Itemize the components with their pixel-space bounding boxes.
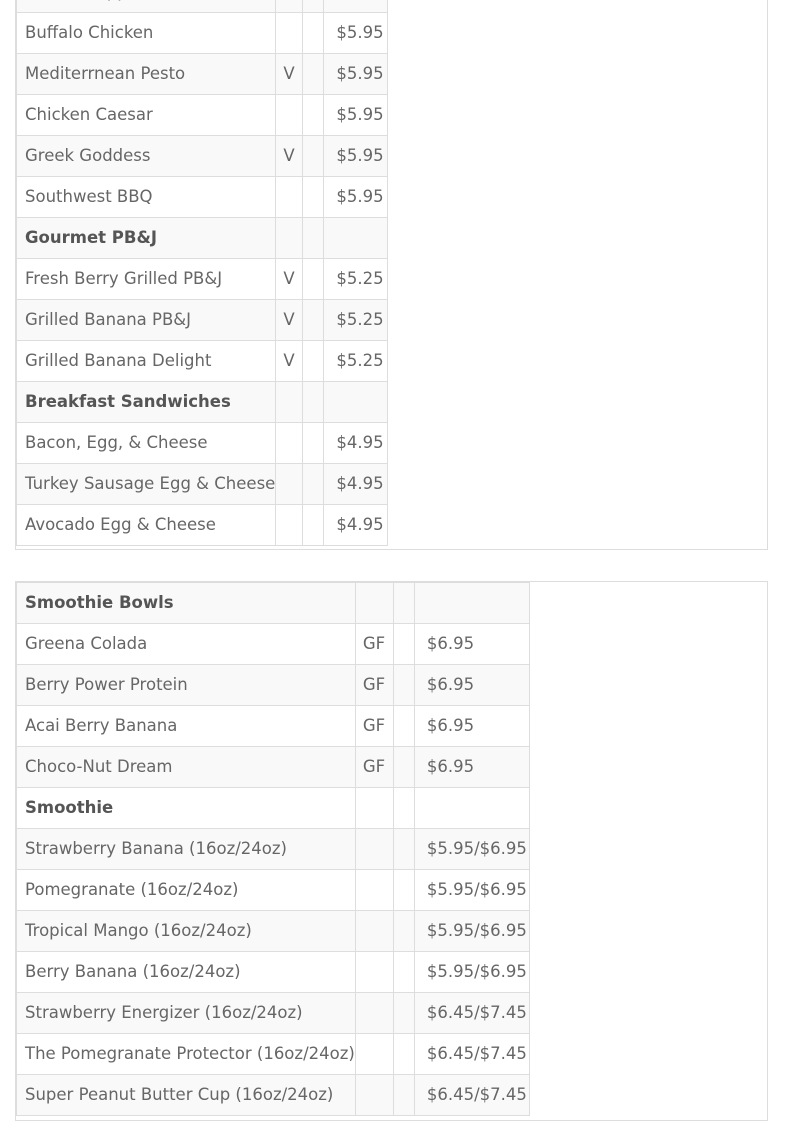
item-name: Mediterrnean Pesto bbox=[17, 54, 276, 95]
smoothie-menu-body bbox=[17, 583, 530, 1116]
section-header-row bbox=[17, 788, 530, 829]
item-name: Super Peanut Butter Cup (16oz/24oz) bbox=[17, 1075, 356, 1116]
item-name: Fresh Berry Grilled PB&J bbox=[17, 259, 276, 300]
menu-item-row bbox=[17, 0, 388, 13]
item-name: Chicken Caesar bbox=[17, 95, 276, 136]
item-name bbox=[17, 0, 276, 13]
dietary-tag-extra bbox=[303, 341, 324, 382]
item-name: The Pomegranate Protector (16oz/24oz) bbox=[17, 1034, 356, 1075]
menu-item-row bbox=[17, 829, 530, 870]
menu-item-row bbox=[17, 464, 388, 505]
item-price bbox=[324, 218, 388, 259]
menu-item-row bbox=[17, 1034, 530, 1075]
item-price: $6.95 bbox=[414, 706, 529, 747]
item-name: Pomegranate (16oz/24oz) bbox=[17, 870, 356, 911]
menu-item-row bbox=[17, 870, 530, 911]
dietary-tag bbox=[276, 177, 303, 218]
dietary-tag-extra bbox=[303, 505, 324, 546]
dietary-tag-extra bbox=[393, 706, 414, 747]
section-header-row bbox=[17, 382, 388, 423]
dietary-tag-extra bbox=[393, 1075, 414, 1116]
item-name: Berry Banana (16oz/24oz) bbox=[17, 952, 356, 993]
item-name: Bacon, Egg, & Cheese bbox=[17, 423, 276, 464]
item-name: Grilled Banana PB&J bbox=[17, 300, 276, 341]
menu-item-row bbox=[17, 95, 388, 136]
item-price bbox=[324, 382, 388, 423]
item-price: $4.95 bbox=[324, 423, 388, 464]
dietary-tag-extra bbox=[303, 95, 324, 136]
menu-item-row bbox=[17, 136, 388, 177]
menu-item-row bbox=[17, 177, 388, 218]
dietary-tag bbox=[276, 505, 303, 546]
sandwich-menu-panel bbox=[15, 0, 768, 550]
item-price: $5.95 bbox=[324, 177, 388, 218]
dietary-tag bbox=[355, 870, 393, 911]
dietary-tag bbox=[276, 218, 303, 259]
dietary-tag-extra bbox=[303, 218, 324, 259]
item-name: Avocado Egg & Cheese bbox=[17, 505, 276, 546]
dietary-tag-extra bbox=[393, 952, 414, 993]
item-price: $6.95 bbox=[414, 747, 529, 788]
menu-item-row bbox=[17, 505, 388, 546]
item-price: $6.95 bbox=[414, 665, 529, 706]
dietary-tag-extra bbox=[393, 911, 414, 952]
dietary-tag-extra bbox=[393, 624, 414, 665]
dietary-tag: GF bbox=[355, 706, 393, 747]
item-price: $6.45/$7.45 bbox=[414, 993, 529, 1034]
menu-item-row bbox=[17, 54, 388, 95]
dietary-tag-extra bbox=[303, 300, 324, 341]
menu-item-row bbox=[17, 993, 530, 1034]
item-price bbox=[414, 788, 529, 829]
dietary-tag-extra bbox=[393, 747, 414, 788]
dietary-tag-extra bbox=[303, 423, 324, 464]
sandwich-menu-table bbox=[16, 0, 388, 546]
dietary-tag bbox=[276, 95, 303, 136]
section-title: Gourmet PB&J bbox=[17, 218, 276, 259]
menu-item-row bbox=[17, 300, 388, 341]
item-price: $5.95/$6.95 bbox=[414, 829, 529, 870]
dietary-tag bbox=[355, 1034, 393, 1075]
menu-item-row bbox=[17, 13, 388, 54]
item-price: $6.95 bbox=[414, 624, 529, 665]
section-title: Breakfast Sandwiches bbox=[17, 382, 276, 423]
item-price: $4.95 bbox=[324, 464, 388, 505]
menu-item-row bbox=[17, 911, 530, 952]
item-price: $6.45/$7.45 bbox=[414, 1075, 529, 1116]
item-price: $5.95/$6.95 bbox=[414, 911, 529, 952]
dietary-tag-extra bbox=[303, 54, 324, 95]
dietary-tag-extra bbox=[393, 665, 414, 706]
item-price: $5.95 bbox=[324, 54, 388, 95]
menu-item-row bbox=[17, 1075, 530, 1116]
dietary-tag bbox=[355, 952, 393, 993]
dietary-tag-extra bbox=[393, 1034, 414, 1075]
dietary-tag bbox=[276, 464, 303, 505]
dietary-tag-extra bbox=[393, 788, 414, 829]
item-name: Acai Berry Banana bbox=[17, 706, 356, 747]
item-price: $6.45/$7.45 bbox=[414, 1034, 529, 1075]
item-price bbox=[414, 583, 529, 624]
menu-item-row bbox=[17, 341, 388, 382]
dietary-tag-extra bbox=[303, 13, 324, 54]
menu-item-row bbox=[17, 665, 530, 706]
dietary-tag: GF bbox=[355, 665, 393, 706]
item-price bbox=[324, 0, 388, 13]
item-price: $5.95 bbox=[324, 95, 388, 136]
item-name: Strawberry Energizer (16oz/24oz) bbox=[17, 993, 356, 1034]
item-price: $5.95/$6.95 bbox=[414, 952, 529, 993]
dietary-tag: GF bbox=[355, 747, 393, 788]
section-title: Smoothie bbox=[17, 788, 356, 829]
item-name: Greek Goddess bbox=[17, 136, 276, 177]
menu-item-row bbox=[17, 624, 530, 665]
item-name: Strawberry Banana (16oz/24oz) bbox=[17, 829, 356, 870]
smoothie-menu-panel bbox=[15, 581, 768, 1121]
item-price: $5.95 bbox=[324, 136, 388, 177]
menu-item-row bbox=[17, 747, 530, 788]
dietary-tag bbox=[355, 993, 393, 1034]
dietary-tag-extra bbox=[393, 829, 414, 870]
dietary-tag bbox=[355, 788, 393, 829]
menu-item-row bbox=[17, 423, 388, 464]
item-price: $5.95 bbox=[324, 13, 388, 54]
dietary-tag bbox=[276, 382, 303, 423]
item-name: Greena Colada bbox=[17, 624, 356, 665]
dietary-tag: V bbox=[276, 54, 303, 95]
item-name: Berry Power Protein bbox=[17, 665, 356, 706]
section-header-row bbox=[17, 583, 530, 624]
item-price: $5.25 bbox=[324, 300, 388, 341]
item-name: Tropical Mango (16oz/24oz) bbox=[17, 911, 356, 952]
dietary-tag bbox=[355, 911, 393, 952]
dietary-tag bbox=[355, 583, 393, 624]
menu-item-row bbox=[17, 706, 530, 747]
item-price: $4.95 bbox=[324, 505, 388, 546]
menu-item-row bbox=[17, 952, 530, 993]
dietary-tag: V bbox=[276, 341, 303, 382]
dietary-tag-extra bbox=[303, 136, 324, 177]
sandwich-menu-body bbox=[17, 0, 388, 546]
dietary-tag: V bbox=[276, 136, 303, 177]
smoothie-menu-table bbox=[16, 582, 530, 1116]
item-price: $5.25 bbox=[324, 341, 388, 382]
dietary-tag bbox=[355, 1075, 393, 1116]
menu-item-row bbox=[17, 259, 388, 300]
dietary-tag bbox=[276, 0, 303, 13]
item-price: $5.95/$6.95 bbox=[414, 870, 529, 911]
item-name: Southwest BBQ bbox=[17, 177, 276, 218]
item-name: Grilled Banana Delight bbox=[17, 341, 276, 382]
dietary-tag-extra bbox=[303, 382, 324, 423]
item-price: $5.25 bbox=[324, 259, 388, 300]
dietary-tag bbox=[276, 13, 303, 54]
dietary-tag: V bbox=[276, 259, 303, 300]
dietary-tag-extra bbox=[303, 0, 324, 13]
dietary-tag: GF bbox=[355, 624, 393, 665]
dietary-tag-extra bbox=[303, 464, 324, 505]
section-title: Smoothie Bowls bbox=[17, 583, 356, 624]
item-name: Turkey Sausage Egg & Cheese bbox=[17, 464, 276, 505]
section-header-row bbox=[17, 218, 388, 259]
dietary-tag-extra bbox=[303, 177, 324, 218]
dietary-tag bbox=[276, 423, 303, 464]
dietary-tag-extra bbox=[393, 993, 414, 1034]
dietary-tag-extra bbox=[303, 259, 324, 300]
dietary-tag-extra bbox=[393, 870, 414, 911]
item-name: Choco-Nut Dream bbox=[17, 747, 356, 788]
dietary-tag bbox=[355, 829, 393, 870]
dietary-tag-extra bbox=[393, 583, 414, 624]
dietary-tag: V bbox=[276, 300, 303, 341]
item-name: Buffalo Chicken bbox=[17, 13, 276, 54]
